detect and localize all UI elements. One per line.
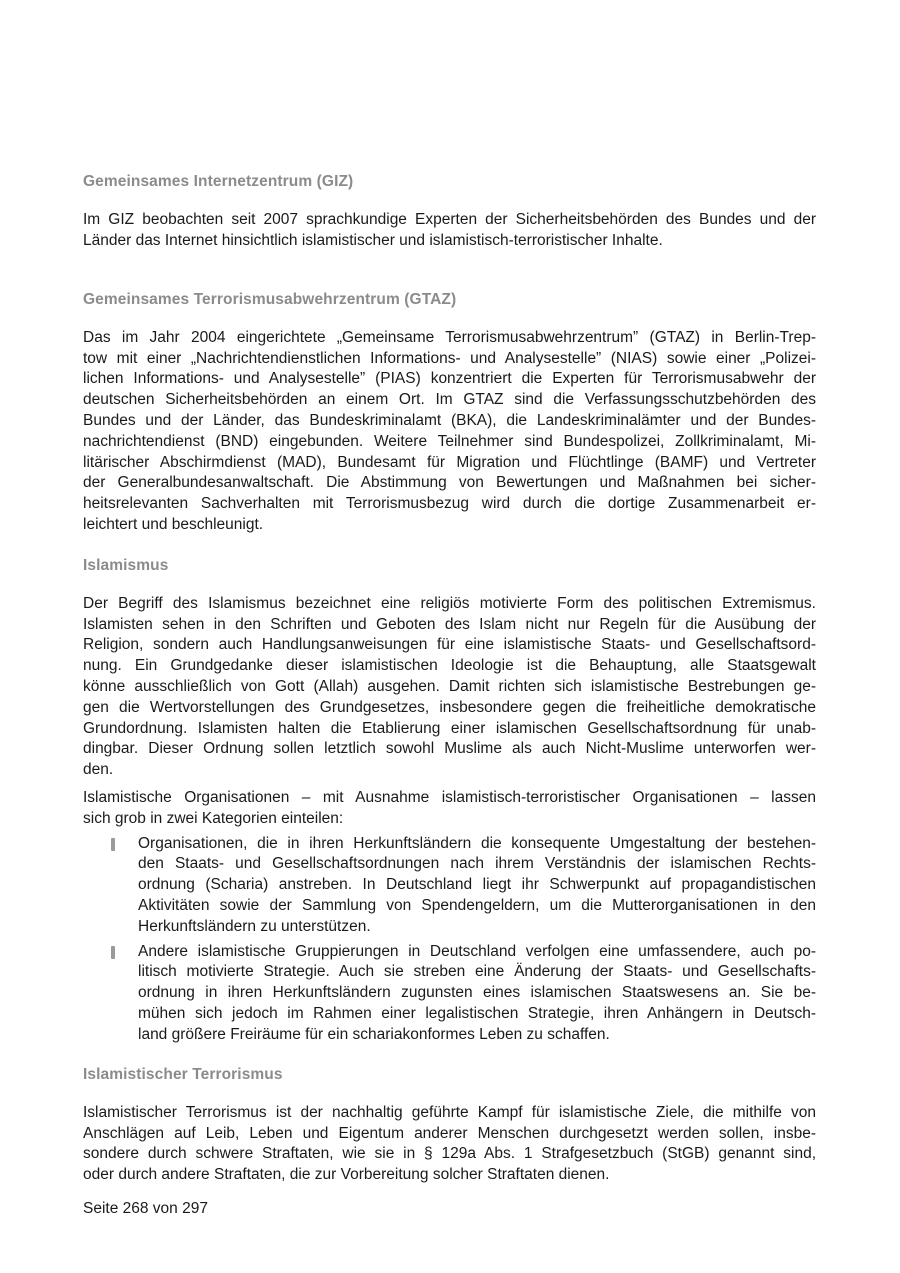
text-line: mühen sich jedoch im Rahmen einer legalistischen Strategie, ihren Anhängern in Deutsch- (138, 1004, 816, 1022)
text-line: nung. Ein Grundgedanke dieser islamistischen Ideologie ist die Behauptung, alle Staatsgewalt (83, 657, 816, 675)
paragraph (83, 210, 816, 252)
text-line: den Staats- und Gesellschaftsordnungen nach ihrem Verständnis der islamischen Rechts- (138, 855, 816, 873)
text-line: Im GIZ beobachten seit 2007 sprachkundige Experten der Sicherheitsbehörden des Bundes und der (83, 210, 816, 228)
text-line: Religion, sondern auch Handlungsanweisungen für eine islamistische Staats- und Gesellschaftsord- (83, 636, 816, 654)
text-line: Andere islamistische Gruppierungen in Deutschland verfolgen eine umfassendere, auch po- (138, 942, 816, 960)
text-line: leichtert und beschleunigt. (83, 515, 264, 533)
text-line: den. (83, 761, 114, 779)
text-line: Aktivitäten sowie der Sammlung von Spendengeldern, um die Mutterorganisationen in den (138, 896, 816, 914)
text-lines (83, 328, 816, 536)
text-line: Der Begriff des Islamismus bezeichnet eine religiös motivierte Form des politischen Extremismus. (83, 594, 816, 612)
text-line: oder durch andere Straftaten, die zur Vorbereitung solcher Straftaten dienen. (83, 1166, 610, 1184)
text-line: Grundordnung. Islamisten halten die Etablierung einer islamischen Gesellschaftsordnung für unab- (83, 719, 816, 737)
text-line: dingbar. Dieser Ordnung sollen letztlich sowohl Muslime als auch Nicht-Muslime unterworfen wer- (83, 740, 816, 758)
text-line: litisch motivierte Strategie. Auch sie streben eine Änderung der Staats- und Gesellschafts- (138, 963, 816, 981)
text-line: könne ausschließlich von Gott (Allah) ausgehen. Damit richten sich islamistische Bestrebungen ge- (83, 677, 816, 695)
bullet-item (83, 942, 816, 1046)
bullet-marker-icon (111, 946, 115, 959)
text-lines (138, 834, 816, 938)
bullet-marker-icon (111, 838, 115, 851)
text-line: lichen Informations- und Analysestelle” (PIAS) konzentriert die Experten für Terrorismusabwehr der (83, 370, 816, 388)
text-line: gen die Wertvorstellungen des Grundgesetzes, insbesondere gegen die freiheitliche demokratische (83, 698, 816, 716)
paragraph (83, 594, 816, 781)
text-lines (83, 1103, 816, 1186)
paragraph (83, 788, 816, 830)
text-line: Anschlägen auf Leib, Leben und Eigentum anderer Menschen durchgesetzt werden sollen, insbe- (83, 1124, 816, 1142)
document-section (83, 556, 816, 1046)
page-footer (83, 1199, 208, 1220)
bullet-item (83, 834, 816, 938)
text-line: Bundes und der Länder, das Bundeskriminalamt (BKA), die Landeskriminalämter und der Bundes- (83, 411, 816, 429)
text-line: sondere durch schwere Straftaten, wie sie in § 129a Abs. 1 Strafgesetzbuch (StGB) genannt sind, (83, 1145, 816, 1163)
text-line: deutschen Sicherheitsbehörden an einem Ort. Im GTAZ sind die Verfassungsschutzbehörden des (83, 391, 816, 409)
text-line: ordnung (Scharia) anstreben. In Deutschland liegt ihr Schwerpunkt auf propagandistischen (138, 876, 816, 894)
document-section (83, 290, 816, 536)
text-lines (83, 594, 816, 781)
text-line: Islamistischer Terrorismus ist der nachhaltig geführte Kampf für islamistische Ziele, die mithilfe von (83, 1103, 816, 1121)
text-line: nachrichtendienst (BND) eingebunden. Weitere Teilnehmer sind Bundespolizei, Zollkriminalamt, Mi- (83, 432, 816, 450)
page-number: Seite 268 von 297 (83, 1200, 208, 1217)
text-line: land größere Freiräume für ein schariakonformes Leben zu schaffen. (138, 1025, 610, 1043)
document-section (83, 172, 816, 251)
paragraph (83, 1103, 816, 1186)
text-lines (138, 942, 816, 1046)
text-line: Herkunftsländern zu unterstützen. (138, 917, 371, 935)
text-line: Islamistische Organisationen – mit Ausnahme islamistisch-terroristischer Organisationen – lassen (83, 788, 816, 806)
text-line: Organisationen, die in ihren Herkunftsländern die konsequente Umgestaltung der bestehen- (138, 834, 816, 852)
text-line: der Generalbundesanwaltschaft. Die Abstimmung von Bewertungen und Maßnahmen bei sicher- (83, 474, 816, 492)
section-heading: Gemeinsames Terrorismusabwehrzentrum (GTAZ) (83, 291, 457, 308)
text-line: heitsrelevanten Sachverhalten mit Terrorismusbezug wird durch die dortige Zusammenarbeit er- (83, 495, 816, 513)
text-line: tow mit einer „Nachrichtendienstlichen Informations- und Analysestelle” (NIAS) sowie einer „Polizei- (83, 349, 816, 367)
text-line: Islamisten sehen in den Schriften und Geboten des Islam nicht nur Regeln für die Ausübung der (83, 615, 816, 633)
text-line: ordnung in ihren Herkunftsländern zugunsten eines islamischen Staatswesens an. Sie be- (138, 984, 816, 1002)
paragraph (83, 328, 816, 536)
text-line: sich grob in zwei Kategorien einteilen: (83, 809, 344, 827)
text-lines (83, 210, 816, 252)
text-line: litärischer Abschirmdienst (MAD), Bundesamt für Migration und Flüchtlinge (BAMF) und Vertreter (83, 453, 816, 471)
document-section (83, 1065, 816, 1186)
text-lines (83, 788, 816, 830)
section-heading: Islamistischer Terrorismus (83, 1066, 283, 1083)
section-heading: Islamismus (83, 557, 169, 574)
document-content (83, 0, 816, 1273)
section-heading: Gemeinsames Internetzentrum (GIZ) (83, 173, 354, 190)
text-line: Länder das Internet hinsichtlich islamistischer und islamistisch-terroristischer Inhalte. (83, 231, 663, 249)
text-line: Das im Jahr 2004 eingerichtete „Gemeinsame Terrorismusabwehrzentrum” (GTAZ) in Berlin-Trep- (83, 328, 816, 346)
